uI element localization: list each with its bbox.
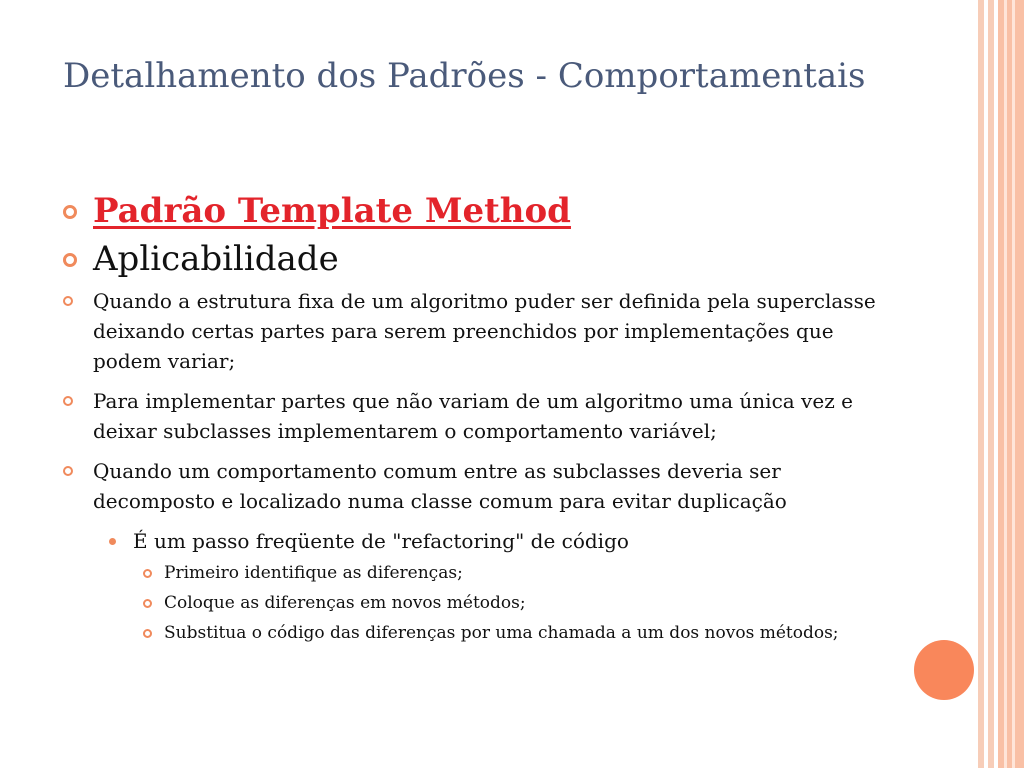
circle-bullet-icon <box>143 629 152 638</box>
list-item <box>63 386 883 446</box>
section-heading: Aplicabilidade <box>93 239 339 279</box>
list-item <box>63 526 883 556</box>
bullet-text: Quando a estrutura fixa de um algoritmo puder ser definida pela superclasse deixando certas partes para serem preenchidos por implementações que podem variar; <box>93 289 876 373</box>
slide-title: Detalhamento dos Padrões - Comportamentais <box>63 56 866 96</box>
list-item <box>63 620 883 646</box>
decorative-stripe <box>988 0 994 768</box>
bullet-text: Coloque as diferenças em novos métodos; <box>164 593 526 613</box>
list-item <box>63 286 883 376</box>
circle-bullet-icon <box>63 296 73 306</box>
list-item <box>63 238 883 280</box>
slide-content <box>63 190 883 650</box>
bullet-text: É um passo freqüente de "refactoring" de código <box>133 529 629 553</box>
decorative-circle <box>914 640 974 700</box>
circle-bullet-icon <box>63 396 73 406</box>
list-item <box>63 560 883 586</box>
bullet-text: Primeiro identifique as diferenças; <box>164 563 463 583</box>
decorative-stripe <box>1012 0 1015 768</box>
bullet-text: Substitua o código das diferenças por uma chamada a um dos novos métodos; <box>164 623 839 643</box>
list-item <box>63 190 883 232</box>
decorative-stripe <box>1004 0 1007 768</box>
pattern-heading: Padrão Template Method <box>93 191 571 231</box>
list-item <box>63 456 883 516</box>
decorative-stripe <box>998 0 1024 768</box>
circle-bullet-icon <box>63 466 73 476</box>
circle-bullet-icon <box>63 253 77 267</box>
dot-bullet-icon <box>109 538 116 545</box>
bullet-text: Quando um comportamento comum entre as subclasses deveria ser decomposto e localizado numa classe comum para evitar duplicação <box>93 459 787 513</box>
list-item <box>63 590 883 616</box>
decorative-stripe <box>978 0 984 768</box>
circle-bullet-icon <box>143 569 152 578</box>
circle-bullet-icon <box>143 599 152 608</box>
bullet-text: Para implementar partes que não variam de um algoritmo uma única vez e deixar subclasses implementarem o comportamento variável; <box>93 389 853 443</box>
circle-bullet-icon <box>63 205 77 219</box>
